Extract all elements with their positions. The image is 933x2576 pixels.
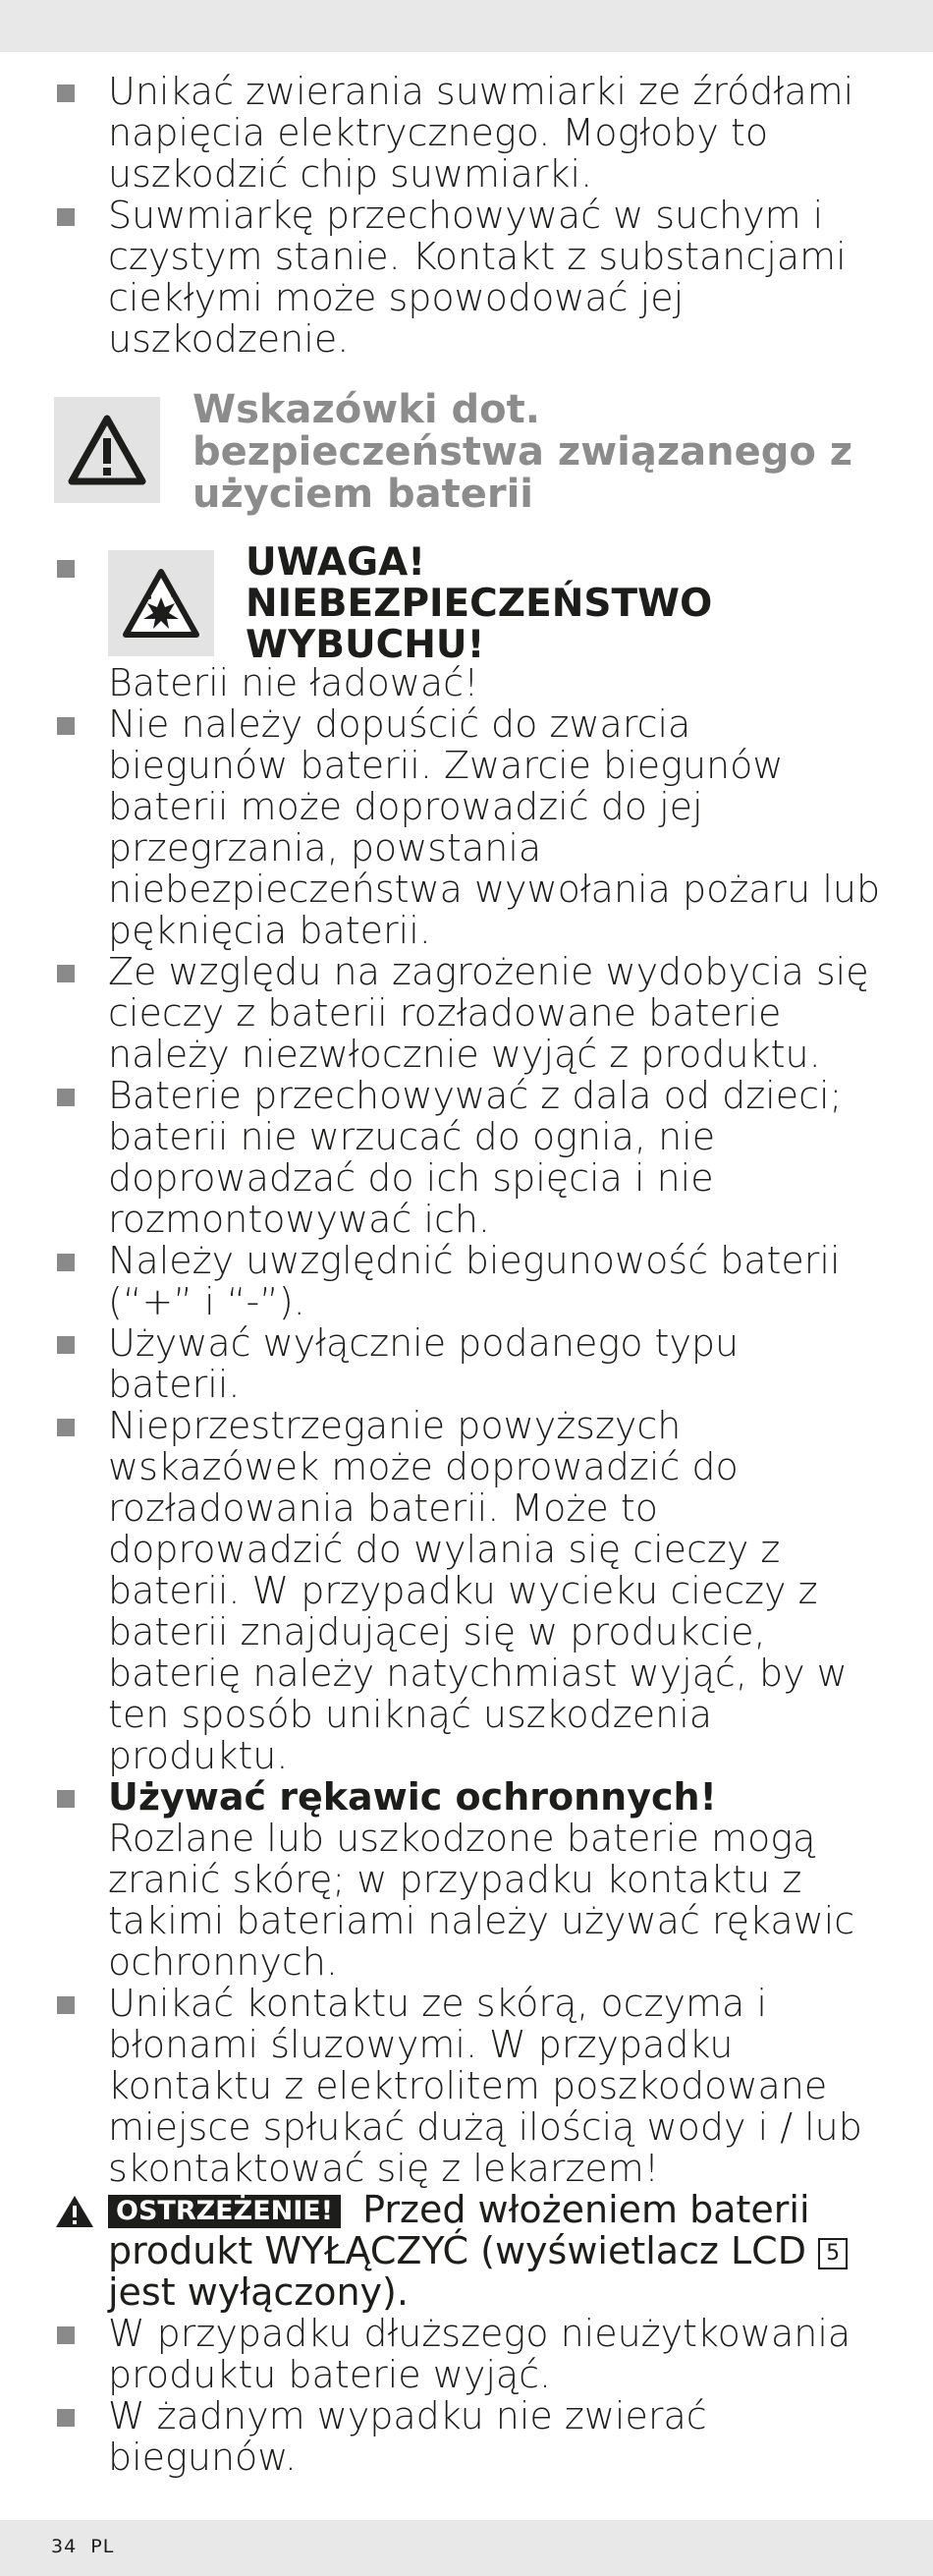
item-text: Używać wyłącznie podanego typu baterii. [108,1321,740,1406]
item-text: Należy uwzględnić biegunowość baterii (“+” i “-”). [108,1239,841,1323]
bullet-square [57,1254,75,1271]
bullet-square [57,717,75,735]
gloves-item [0,1776,933,1983]
battery-safety-section-header [0,387,933,517]
bullet-square [57,208,75,226]
section-title: Wskazówki dot. bezpieczeństwa związanego z użyciem baterii [192,387,853,517]
list-item [0,195,933,360]
language-code: PL [90,2536,115,2557]
bullet-square [57,1790,75,1808]
list-item [0,2313,933,2395]
list-item [0,71,933,195]
bullet-square [57,1419,75,1436]
item-text: Suwmiarkę przechowywać w suchym i czystym stanie. Kontakt z substancjami ciekłymi może spowodować jej uszkodzenie. [108,194,847,361]
item-text: Ze względu na zagrożenie wydobycia się cieczy z baterii rozładowane baterie należy niezwłocznie wyjąć z produktu. [108,950,869,1076]
item-text: Baterie przechowywać z dala od dzieci; baterii nie wrzucać do ognia, nie doprowadzać do ich spięcia i nie rozmontowywać ich. [108,1074,843,1241]
warning-badge: OSTRZEŻENIE! [108,2195,341,2228]
item-text: Nieprzestrzeganie powyższych wskazówek może doprowadzić do rozładowania baterii. Może to doprowadzić do wylania się cieczy z baterii. W przypadku wycieku cieczy z baterii znajdującej się w produkcie, baterię należy natychmiast wyjąć, by w ten sposób uniknąć uszkodzenia produktu. [108,1404,848,1777]
warning-item [0,2189,933,2313]
item-text: Nie należy dopuścić do zwarcia biegunów baterii. Zwarcie biegunów baterii może doprowadzić do jej przegrzania, powstania niebezpieczeństwa wywołania pożaru lub pęknięcia baterii. [108,702,881,952]
danger-title-line: WYBUCHU! [246,623,485,667]
explosion-hazard-icon [108,550,214,656]
warning-triangle-icon [54,397,160,503]
warning-text-end: jest wyłączony). [108,2270,409,2314]
item-text: Unikać zwierania suwmiarki ze źródłami napięcia elektrycznego. Mogłoby to uszkodzić chip suwmiarki. [108,70,854,196]
bullet-square [57,2409,75,2427]
bullet-square [57,1996,75,2014]
item-text: Unikać kontaktu ze skórą, oczyma i błonami śluzowymi. W przypadku kontaktu z elektrolitem poszkodowane miejsce spłukać dużą ilością wody i / lub skontaktować się z lekarzem! [108,1982,862,2190]
bullet-square [57,1336,75,1354]
warning-text: Przed włożeniem baterii produkt WYŁĄCZYĆ (wyświetlacz LCD [108,2188,810,2272]
bullet-square [57,965,75,982]
danger-item [0,540,933,704]
item-text: W przypadku dłuższego nieużytkowania produktu baterie wyjąć. [108,2312,851,2396]
danger-title [246,542,712,666]
danger-title-line: UWAGA! [246,540,426,585]
list-item [0,1075,933,1240]
list-item [0,1240,933,1322]
danger-header [0,540,882,667]
list-item [0,1983,933,2189]
warning-triangle-small-icon [55,2195,94,2236]
list-item [0,951,933,1075]
lcd-reference-number: 5 [818,2238,848,2269]
page-number [51,2536,114,2557]
list-item [0,1405,933,1776]
item-text: W żadnym wypadku nie zwierać biegunów. [108,2394,707,2479]
bullet-square [57,2326,75,2344]
danger-title-line: NIEBEZPIECZEŃSTWO [246,582,713,626]
list-item [0,2395,933,2478]
gloves-heading: Używać rękawic ochronnych! [108,1775,717,1819]
danger-text: Baterii nie ładować! [108,661,479,704]
list-item [0,1322,933,1405]
page-content [0,71,933,2478]
bullet-square [57,1089,75,1106]
top-bar [0,0,933,52]
list-item [0,703,933,951]
bullet-square [57,84,75,102]
page-footer [0,2520,933,2576]
gloves-text: Rozlane lub uszkodzone baterie mogą zranić skórę; w przypadku kontaktu z takimi bateriami należy używać rękawic ochronnych. [108,1817,855,1984]
page-number-value: 34 [51,2536,78,2557]
